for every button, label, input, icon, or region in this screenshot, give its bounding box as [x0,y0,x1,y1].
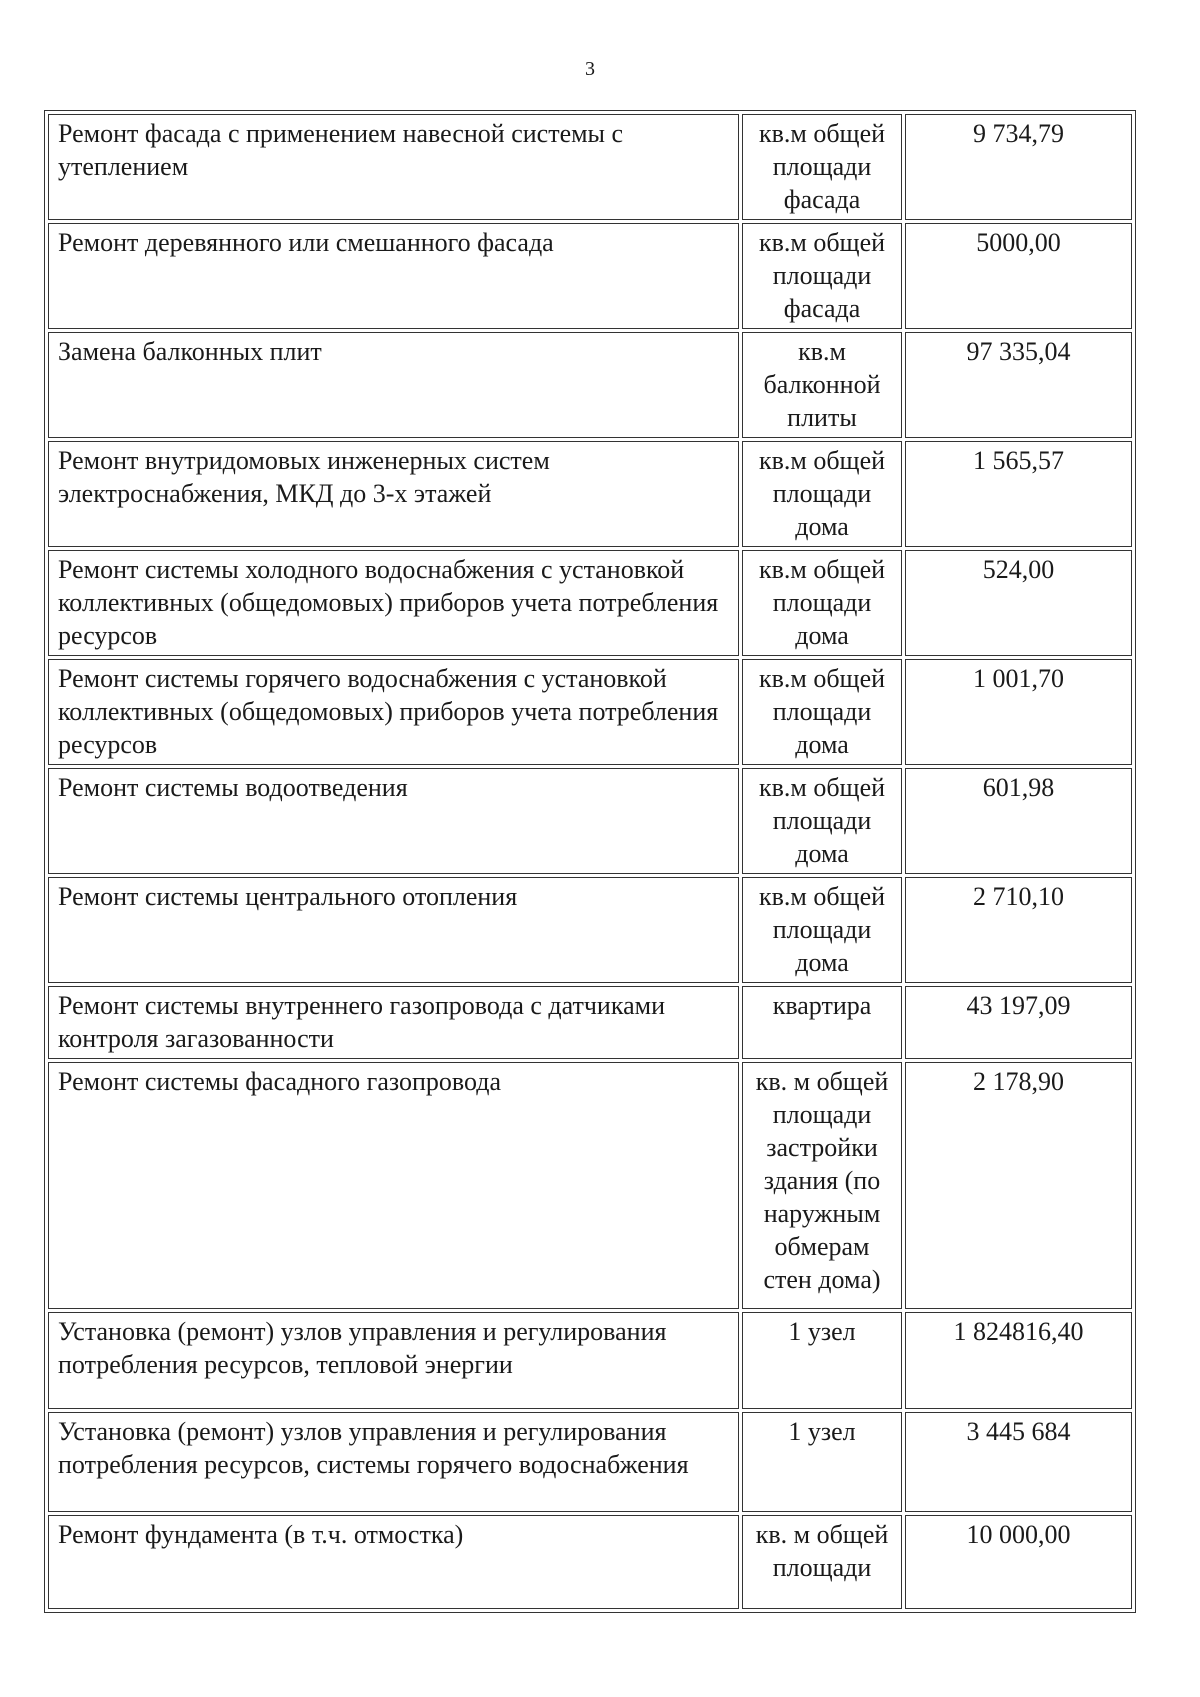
unit-cell: кв.м общей площади дома [742,441,902,547]
unit-cell: квартира [742,986,902,1059]
unit-cell: кв.м общей площади дома [742,659,902,765]
cost-cell: 9 734,79 [905,114,1132,220]
table-row [48,877,1132,983]
cost-cell: 1 824816,40 [905,1312,1132,1409]
work-name-cell: Замена балконных плит [48,332,739,438]
cost-cell: 2 178,90 [905,1062,1132,1309]
work-name-cell: Ремонт фасада с применением навесной системы с утеплением [48,114,739,220]
work-name-cell: Ремонт системы фасадного газопровода [48,1062,739,1309]
table-row [48,114,1132,220]
table-row [48,550,1132,656]
unit-cell: кв.м общей площади дома [742,550,902,656]
cost-cell: 43 197,09 [905,986,1132,1059]
cost-cell: 1 001,70 [905,659,1132,765]
unit-cell: 1 узел [742,1312,902,1409]
unit-cell: кв.м общей площади фасада [742,114,902,220]
table-row [48,1412,1132,1512]
unit-cell: кв. м общей площади [742,1515,902,1609]
cost-cell: 3 445 684 [905,1412,1132,1512]
work-name-cell: Установка (ремонт) узлов управления и регулирования потребления ресурсов, тепловой энергии [48,1312,739,1409]
unit-cell: кв.м общей площади фасада [742,223,902,329]
cost-cell: 97 335,04 [905,332,1132,438]
work-name-cell: Установка (ремонт) узлов управления и регулирования потребления ресурсов, системы горячего водоснабжения [48,1412,739,1512]
table-row [48,768,1132,874]
cost-cell: 601,98 [905,768,1132,874]
unit-cell: кв.м общей площади дома [742,877,902,983]
cost-cell: 524,00 [905,550,1132,656]
unit-cell: кв.м балконной плиты [742,332,902,438]
table-row [48,1312,1132,1409]
table-row [48,1062,1132,1309]
table-row [48,332,1132,438]
table-row [48,659,1132,765]
work-name-cell: Ремонт системы центрального отопления [48,877,739,983]
unit-cell: 1 узел [742,1412,902,1512]
work-name-cell: Ремонт системы горячего водоснабжения с установкой коллективных (общедомовых) приборов учета потребления ресурсов [48,659,739,765]
table-row [48,441,1132,547]
work-name-cell: Ремонт системы внутреннего газопровода с датчиками контроля загазованности [48,986,739,1059]
table-row [48,986,1132,1059]
work-name-cell: Ремонт фундамента (в т.ч. отмостка) [48,1515,739,1609]
work-name-cell: Ремонт системы холодного водоснабжения с установкой коллективных (общедомовых) приборов учета потребления ресурсов [48,550,739,656]
work-name-cell: Ремонт деревянного или смешанного фасада [48,223,739,329]
cost-cell: 5000,00 [905,223,1132,329]
cost-table [44,110,1136,1613]
work-name-cell: Ремонт системы водоотведения [48,768,739,874]
unit-cell: кв. м общей площади застройки здания (по наружным обмерам стен дома) [742,1062,902,1309]
cost-cell: 10 000,00 [905,1515,1132,1609]
table-row [48,223,1132,329]
unit-cell: кв.м общей площади дома [742,768,902,874]
cost-cell: 1 565,57 [905,441,1132,547]
page-number: 3 [585,58,595,80]
table-row [48,1515,1132,1609]
work-name-cell: Ремонт внутридомовых инженерных систем электроснабжения, МКД до 3-х этажей [48,441,739,547]
cost-cell: 2 710,10 [905,877,1132,983]
